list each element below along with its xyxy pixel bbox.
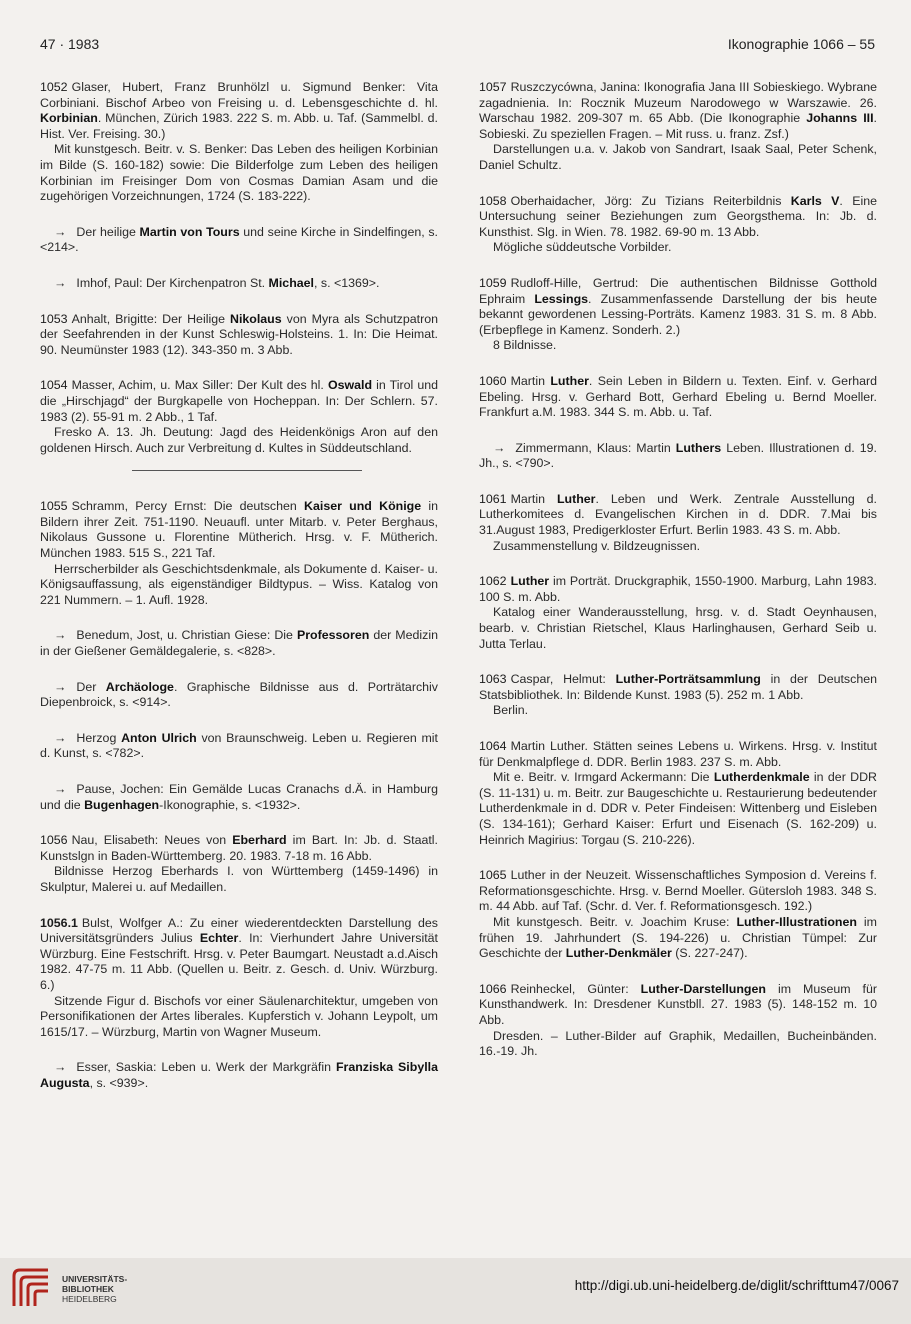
ref-text: Der heilige [76,224,140,239]
ref-text: . Graphische Bildnisse aus d. Porträtarchiv Diepenbroick, s. <914>. [40,679,438,710]
entry-text: Anhalt, Brigitte: Der Heilige [71,311,230,326]
cross-reference [40,782,438,813]
entry-text: Bulst, Wolfger A.: Zu einer wiederentdeckten Darstellung des Universitätsgründers Julius [40,915,438,946]
entry-note: Mit kunstgesch. Beitr. v. S. Benker: Das Leben des heiligen Korbinian im Bilde (S. 160-182) sowie: Die Bilderfolge zum Leben des heiligen Korbinian im Freisinger Dom von Cosmas Damian Asam und die zugehörigen Vorzeichnungen, 1724 (S. 183-222). [40,142,438,204]
entry-text: in Bildern ihrer Zeit. 751-1190. Neuaufl. unter Mitarb. v. Peter Berghaus, Nikolaus Gussone u. Florentine Mütherich. Hrsg. v. F. Mütherich. München 1983. 515 S., 221 Taf. [40,499,438,561]
entry-number: 1057 [479,80,507,94]
entry-keyword: Echter [199,931,239,946]
entry-note: Mögliche süddeutsche Vorbilder. [493,240,672,255]
cross-reference [40,731,438,762]
entry-number: 1052 [40,80,68,94]
entry-1057 [479,80,877,174]
entry-text: Nau, Elisabeth: Neues von [71,833,233,848]
entry-text: im Museum für Kunsthandwerk. In: Dresdener Kunstbll. 27. 1983 (5). 148-152 m. 10 Abb. [479,981,878,1027]
entry-1053 [40,312,438,359]
ref-text: Zimmermann, Klaus: Martin [515,440,676,455]
note-text: in der DDR (S. 11-131) u. m. Beitr. zur Baugeschichte u. Restaurierung bedeutender Lutherdenkmale in d. DDR v. Peter Findeisen: Wittenberg und Eisleben (S. 134-161); Gerhard Kaiser: Erfurt und Eisenach (S. 162-209) u. Heinrich Magirius: Torgau (S. 210-226). [479,770,877,847]
note-text: (S. 227-247). [671,946,748,961]
right-column [479,80,877,1080]
cross-reference [40,276,438,292]
cross-reference [40,225,438,256]
note-keyword: Luther-Illustrationen [736,914,857,929]
arrow-icon: → [54,730,67,745]
ref-text: Herzog [76,730,122,745]
entry-note: Herrscherbilder als Geschichtsdenkmale, als Dokumente d. Kaiser- u. Königsauffassung, als eigenständiger Bildtypus. – Wiss. Katalog von 221 Nummern. – 1. Aufl. 1928. [40,561,438,607]
ref-keyword: Bugenhagen [84,797,160,812]
cross-reference [40,628,438,659]
entry-text: Martin Luther. Stätten seines Lebens u. Wirkens. Hrsg. v. Institut für Denkmalpflege d. DDR. Berlin 1983. 237 S. m. Abb. [479,739,877,769]
entry-number: 1060 [479,373,507,388]
entry-keyword: Luther [556,491,596,506]
entry-note: Fresko A. 13. Jh. Deutung: Jagd des Heidenkönigs Aron auf den goldenen Hirsch. Auch zur Verbreitung d. Kultes in Süddeutschland. [40,425,438,455]
entry-keyword: Luther-Porträtsammlung [615,672,761,687]
entry-keyword: Lessings [534,291,589,306]
arrow-icon: → [54,628,67,643]
entry-keyword: Kaiser und Könige [304,499,422,514]
library-name-line: UNIVERSITÄTS- [62,1274,128,1284]
entry-keyword: Luther-Darstellungen [640,981,766,996]
entry-text: von Myra als Schutzpatron der Seefahrenden in der Kunst Schleswig-Holsteins. 1. In: Die Heimat. 90. Neumünster 1983 (12). 343-350 m. 3 Abb. [40,311,439,357]
ref-text: Imhof, Paul: Der Kirchenpatron St. [76,275,269,290]
cross-reference [40,1060,438,1091]
entry-number: 1059 [479,275,507,290]
entry-text: Ruszczycówna, Janina: Ikonografia Jana III Sobieskiego. Wybrane zagadnienia. In: Rocznik Muzeum Narodowego w Warszawie. 26. Warschau 1982. 209-307 m. 65 Abb. (Die Ikonographie [479,80,877,126]
ref-keyword: Anton Ulrich [121,730,197,745]
entry-text: Caspar, Helmut: [510,672,616,687]
entry-text: . Sein Leben in Bildern u. Texten. Einf. v. Gerhard Ebeling. Hrsg. v. Gerhard Bott, Gerhard Ebeling u. Bernd Moeller. Frankfurt a.M. 1983. 344 S. m. Abb. u. Taf. [479,373,877,420]
entry-note: Zusammenstellung v. Bildzeugnissen. [493,538,701,553]
note-keyword: Lutherdenkmale [713,770,810,785]
entry-1058 [479,194,877,256]
ref-text: und seine Kirche in Sindelfingen, s. <214>. [40,224,438,255]
entry-keyword: Johanns III [806,111,874,126]
ref-keyword: Michael [268,275,314,290]
entry-keyword: Nikolaus [230,311,282,326]
entry-note [479,915,877,962]
entry-text: . München, Zürich 1983. 222 S. m. Abb. u. Taf. (Sammelbl. d. Hist. Ver. Freising. 30.) [40,111,438,141]
entry-keyword: Oswald [327,378,373,393]
ref-text: Leben. Illustrationen d. 19. Jh., s. <790>. [479,440,877,471]
entry-text: in Tirol und die „Hirschjagd“ der Burgkapelle von Hocheppan. In: Der Schlern. 57. 1983 (2). 55-91 m. 2 Abb., 1 Taf. [40,378,438,424]
entry-text: Oberhaidacher, Jörg: Zu Tizians Reiterbildnis [510,193,791,208]
entry-number: 1063 [479,672,507,687]
entry-note: 8 Bildnisse. [493,338,557,353]
note-text: im frühen 19. Jahrhundert (S. 194-226) u. Christian Tümpel: Zur Geschichte der [479,914,877,961]
footer-bar [0,1258,911,1324]
entry-note: Darstellungen u.a. v. Jakob von Sandrart, Isaak Saal, Peter Schenk, Daniel Schultz. [479,142,877,172]
arrow-icon: → [54,782,67,796]
entry-number: 1065 [479,868,507,883]
entry-1062 [479,574,877,652]
entry-1056-1 [40,916,438,1041]
ref-keyword: Professoren [296,628,370,643]
ref-text: , s. <939>. [89,1075,149,1090]
entry-1061 [479,492,877,554]
library-name [62,1274,127,1304]
arrow-icon: → [54,679,67,694]
ref-text: , s. <1369>. [314,275,380,290]
entry-note [479,770,877,848]
ref-text: -Ikonographie, s. <1932>. [159,797,301,812]
entry-text: Rudloff-Hille, Gertrud: Die authentischen Bildnisse Gotthold Ephraim [479,275,877,306]
entry-number: 1061 [479,491,507,506]
entry-1065 [479,868,877,962]
entry-number: 1056.1 [40,915,78,930]
page-header-right: Ikonographie 1066 – 55 [727,36,875,52]
source-url-link[interactable]: http://digi.ub.uni-heidelberg.de/diglit/schrifttum47/0067 [574,1278,899,1293]
entry-note: Sitzende Figur d. Bischofs vor einer Säulenarchitektur, umgeben von Personifikationen der Artes liberales. Kupferstich v. Johann Leypolt, um 1615/17. – Würzburg, Martin von Wagner Museum. [40,993,438,1039]
ref-text: der Medizin in der Gießener Gemäldegalerie, s. <828>. [40,628,438,659]
entry-1060 [479,374,877,421]
ref-keyword: Archäologe [105,679,174,694]
note-text: Mit kunstgesch. Beitr. v. Joachim Kruse: [493,914,737,929]
entry-text: . Zusammenfassende Darstellung der bis heute bekannt gewordenen Lessing-Porträts. Kamenz 1983. 31 S. m. 8 Abb. (Erbepflege in Kamenz. Sonderh. 2.) [479,291,877,337]
entry-text: Luther in der Neuzeit. Wissenschaftliches Symposion d. Vereins f. Reformationsgeschichte. Hrsg. v. Bernd Moeller. Gütersloh 1983. 348 S. m. 44 Abb. auf Taf. (Schr. d. Ver. f. Reformationsgesch. 192.) [479,868,877,914]
entry-1055 [40,499,438,608]
ref-keyword: Luthers [675,440,722,455]
ref-keyword: Martin von Tours [139,224,240,239]
entry-text: im Bart. In: Jb. d. Staatl. Kunstslgn in Baden-Württemberg. 20. 1983. 7-18 m. 16 Abb. [40,833,438,863]
left-column [40,80,438,1112]
cross-reference [40,680,438,711]
entry-text: Schramm, Percy Ernst: Die deutschen [71,499,305,514]
entry-number: 1055 [40,499,68,514]
entry-keyword: Luther [510,574,550,589]
entry-1056 [40,833,438,895]
ref-keyword: Franziska Sibylla Augusta [40,1060,438,1090]
entry-1063 [479,672,877,719]
entry-1064 [479,739,877,848]
entry-number: 1062 [479,574,507,589]
entry-number: 1054 [40,378,68,393]
entry-keyword: Korbinian [40,111,98,126]
library-name-line: HEIDELBERG [62,1294,117,1304]
library-name-line: BIBLIOTHEK [62,1284,114,1294]
section-divider [132,470,362,471]
ref-text: Esser, Saskia: Leben u. Werk der Markgräfin [76,1060,336,1075]
arrow-icon: → [493,440,506,455]
entry-1066 [479,982,877,1060]
ref-text: von Braunschweig. Leben u. Regieren mit d. Kunst, s. <782>. [40,730,438,761]
library-logo-icon [8,1266,54,1312]
entry-text: Martin [510,373,551,388]
entry-text: . In: Vierhundert Jahre Universität Würzburg. Eine Festschrift. Hrsg. v. Peter Baumgart. Neustadt a.d.Aisch 1982. 47-75 m. 11 Abb. (Quellen u. Beitr. z. Gesch. d. Univ. Würzburg. 6.) [40,931,438,992]
entry-text: . Sobieski. Zu speziellen Fragen. – Mit russ. u. franz. Zsf.) [479,111,877,141]
entry-1059 [479,276,877,354]
entry-note: Berlin. [493,703,529,718]
entry-1052 [40,80,438,205]
arrow-icon: → [54,224,67,239]
entry-1054 [40,378,438,456]
entry-text: Reinheckel, Günter: [510,981,641,996]
entry-number: 1064 [479,739,507,753]
entry-note: Katalog einer Wanderausstellung, hrsg. v. d. Stadt Oeynhausen, bearb. v. Christian Rietschel, Klaus Harlinghausen, Gerhard Seib u. Jutta Terlau. [479,605,877,651]
cross-reference [479,441,877,472]
entry-note: Dresden. – Luther-Bilder auf Graphik, Medaillen, Bucheinbänden. 16.-19. Jh. [479,1028,877,1059]
entry-number: 1058 [479,193,507,208]
note-text: Mit e. Beitr. v. Irmgard Ackermann: Die [493,770,714,785]
entry-text: in der Deutschen Statsbibliothek. In: Bildende Kunst. 1983 (5). 252 m. 1 Abb. [479,672,877,702]
page-header-left: 47 · 1983 [40,36,100,52]
ref-text: Der [76,679,106,694]
entry-text: . Leben und Werk. Zentrale Ausstellung d. Lutherkomitees d. Evangelischen Kirchen in d. DDR. 7.Mai bis 31.August 1983, Predigerkloster Erfurt. Berlin 1983. 43 S. m. Abb. [479,491,878,538]
arrow-icon: → [54,1060,67,1075]
entry-text: im Porträt. Druckgraphik, 1550-1900. Marburg, Lahn 1983. 100 S. m. Abb. [479,574,877,604]
entry-text: . Eine Untersuchung seiner Beziehungen zum Georgsthema. In: Jb. d. Kunsthist. Slg. in Wien. 78. 1982. 69-90 m. 13 Abb. [479,193,877,239]
entry-text: Martin [510,491,557,506]
ref-text: Benedum, Jost, u. Christian Giese: Die [76,628,297,643]
ref-text: Pause, Jochen: Ein Gemälde Lucas Cranachs d.Ä. in Hamburg und die [40,782,438,812]
entry-note: Bildnisse Herzog Eberhards I. von Württemberg (1459-1496) in Skulptur, Malerei u. auf Medaillen. [40,864,438,894]
entry-number: 1066 [479,981,507,996]
entry-keyword: Eberhard [232,833,287,848]
entry-keyword: Karls V [790,193,840,208]
arrow-icon: → [54,275,67,290]
entry-number: 1056 [40,833,68,848]
entry-text: Glaser, Hubert, Franz Brunhölzl u. Sigmund Benker: Vita Corbiniani. Bischof Arbeo von Freising u. d. Lebensgeschichte d. hl. [40,80,438,110]
entry-number: 1053 [40,311,68,326]
entry-keyword: Luther [550,373,589,388]
note-keyword: Luther-Denkmäler [565,946,672,961]
entry-text: Masser, Achim, u. Max Siller: Der Kult des hl. [71,378,328,393]
